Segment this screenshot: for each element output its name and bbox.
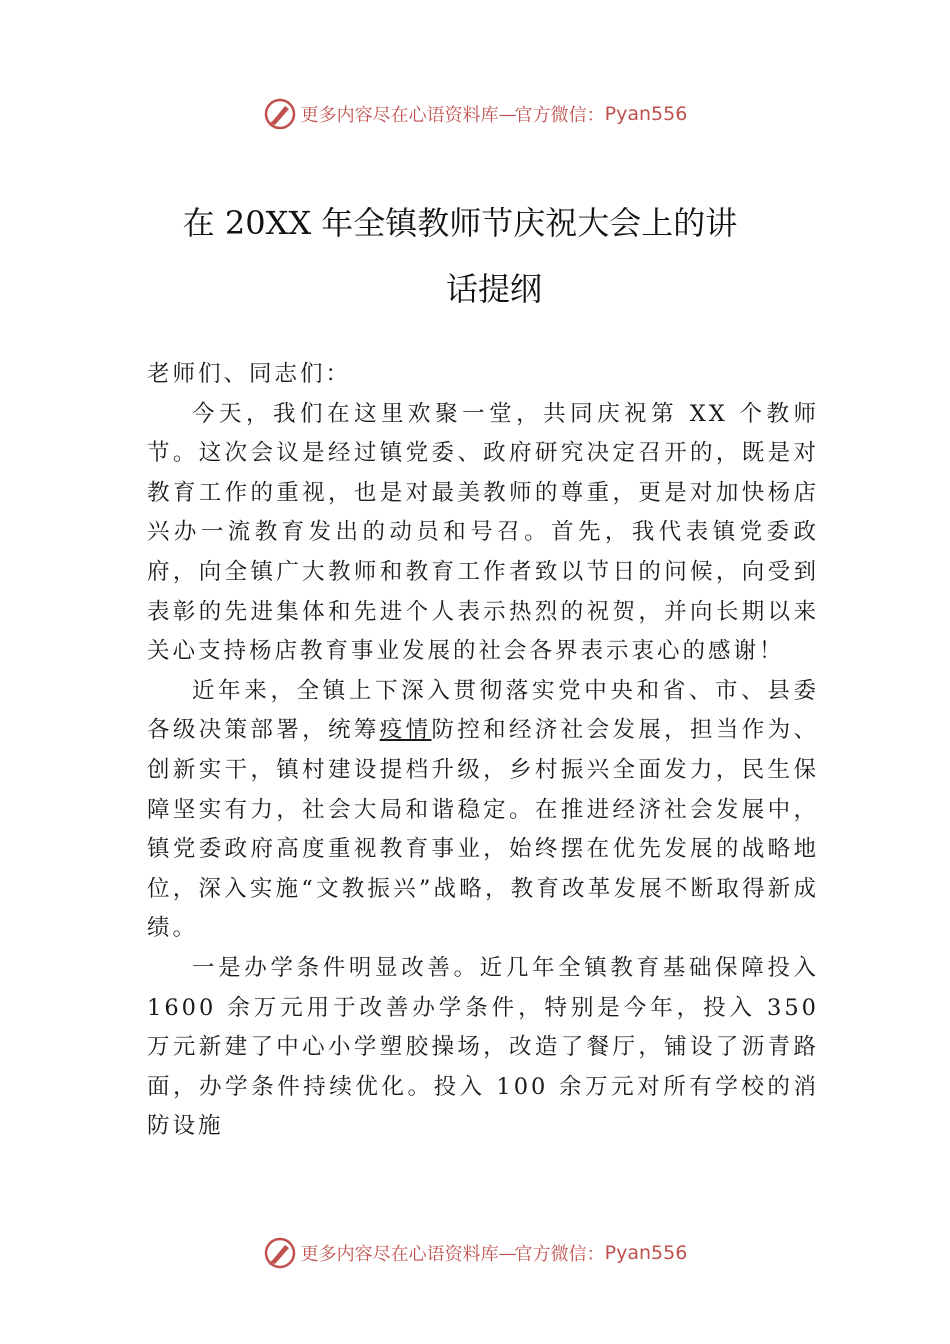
watermark-wechat-id: Pyan556	[604, 103, 688, 125]
watermark-separator: —	[498, 103, 515, 125]
pen-logo-icon	[263, 1236, 297, 1270]
document-body	[147, 355, 819, 1147]
underlined-term: 疫情	[379, 717, 432, 744]
document-title-line-2: 话提纲	[445, 270, 542, 308]
watermark-separator: —	[498, 1242, 515, 1264]
footer-watermark	[0, 1233, 950, 1273]
watermark-wechat-label: 官方微信：	[514, 1244, 605, 1265]
document-title-line-1: 在 20XX 年全镇教师节庆祝大会上的讲	[182, 204, 738, 242]
watermark-text: 更多内容尽在心语资料库	[300, 105, 499, 126]
salutation: 老师们、同志们：	[147, 361, 352, 387]
watermark-text: 更多内容尽在心语资料库	[300, 1244, 499, 1265]
watermark-wechat-id: Pyan556	[604, 1242, 688, 1264]
paragraph-2	[147, 672, 819, 949]
watermark-wechat-label: 官方微信：	[514, 105, 605, 126]
pen-logo-icon	[263, 97, 297, 131]
paragraph-3: 一是办学条件明显改善。近几年全镇教育基础保障投入 1600 余万元用于改善办学条件，特别是今年，投入 350 万元新建了中心小学塑胶操场，改造了餐厅，铺设了沥青路面，办学条件持续优化。投入 100 余万元对所有学校的消防设施	[147, 954, 819, 1140]
paragraph-2-text-b: 防控和经济社会发展，担当作为、创新实干，镇村建设提档升级，乡村振兴全面发力，民生保障坚实有力，社会大局和谐稳定。在推进经济社会发展中，镇党委政府高度重视教育事业，始终摆在优先发展的战略地位，深入实施“文教振兴”战略，教育改革发展不断取得新成绩。	[147, 717, 819, 942]
paragraph-2-text-a: 近年来，全镇上下深入贯彻落实党中央和省、市、县委各级决策部署，统筹	[147, 677, 819, 744]
header-watermark	[0, 94, 950, 134]
paragraph-1: 今天，我们在这里欢聚一堂，共同庆祝第 XX 个教师节。这次会议是经过镇党委、政府研究决定召开的，既是对教育工作的重视，也是对最美教师的尊重，更是对加快杨店兴办一流教育发出的动员和号召。首先，我代表镇党委政府，向全镇广大教师和教育工作者致以节日的问候，向受到表彰的先进集体和先进个人表示热烈的祝贺，并向长期以来关心支持杨店教育事业发展的社会各界表示衷心的感谢！	[147, 400, 819, 665]
